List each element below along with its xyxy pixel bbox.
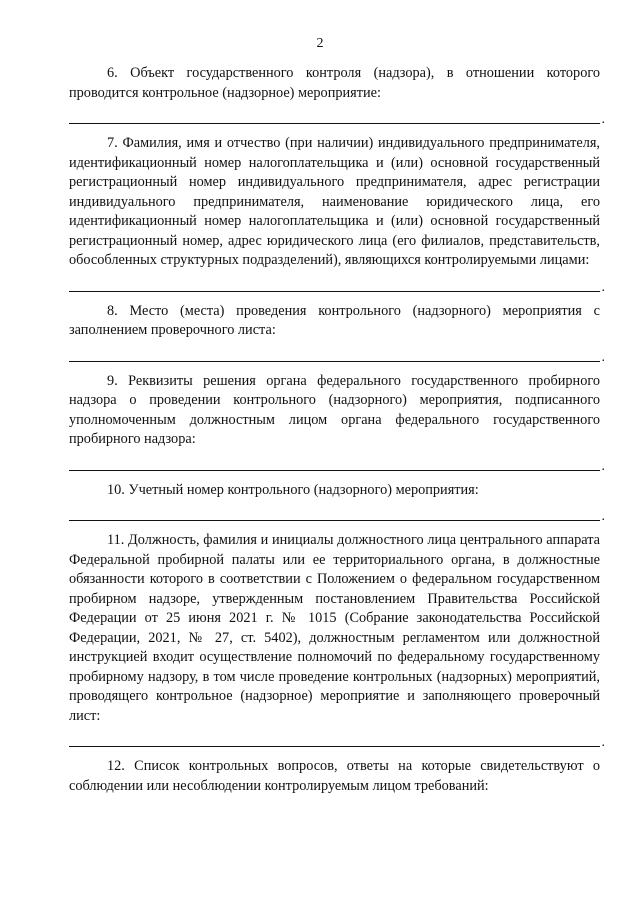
section-6-fill-line [69, 109, 605, 127]
section-12-text: 12. Список контрольных вопросов, ответы на которые свидетельствуют о соблюдении или несоблюдении контролируемым лицом требований: [69, 758, 600, 794]
section-11-fill-line [69, 732, 605, 750]
section-9-fill-line [69, 456, 605, 474]
section-10-fill-line [69, 506, 605, 524]
section-11-text: 11. Должность, фамилия и инициалы должностного лица центрального аппарата Федеральной пробирной палаты или ее территориального органа, в должностные обязанности которого в соответствии с Положением о федеральном государственном пробирном надзоре, утвержденным постановлением Правительства Российской Федерации от 25 июня 2021 г. № 1015 (Собрание законодательства Российской Федерации, 2021, № 27, ст. 5402), должностным регламентом или должностной инструкцией входит осуществление полномочий по федеральному государственному пробирному надзору, в том числе проведение контрольных (надзорных) мероприятий, проводящего контрольное (надзорное) мероприятие и заполняющего проверочный лист: [69, 532, 600, 724]
fill-line-end: . [601, 458, 605, 474]
section-8-text: 8. Место (места) проведения контрольного (надзорного) мероприятия с заполнением проверочного листа: [69, 302, 600, 338]
section-7-fill-line [69, 277, 605, 295]
section-9-text: 9. Реквизиты решения органа федерального государственного пробирного надзора о проведении контрольного (надзорного) мероприятия, подписанного уполномоченным должностным лицом органа федерального государственного пробирного надзора: [69, 372, 600, 447]
section-8-fill-line [69, 347, 605, 365]
fill-line-end: . [601, 735, 605, 750]
section-10-text: 10. Учетный номер контрольного (надзорного) мероприятия: [107, 481, 479, 498]
section-7-text: 7. Фамилия, имя и отчество (при наличии) индивидуального предпринимателя, идентификационный номер налогоплательщика и (или) основной государственный регистрационный номер индивидуального предпринимателя, адрес регистрации индивидуального предпринимателя, наименование юридического лица, его идентификационный номер налогоплательщика и (или) основной государственный регистрационный номер, адрес юридического лица (его филиалов, представительств, обособленных структурных подразделений), являющихся контролируемыми лицами: [69, 135, 600, 268]
fill-line-end: . [601, 509, 605, 524]
section-6-text: 6. Объект государственного контроля (надзора), в отношении которого проводится контрольное (надзорное) мероприятие: [69, 65, 600, 101]
document-body [69, 64, 605, 796]
fill-line-end: . [601, 112, 605, 127]
page-number: 2 [316, 36, 324, 51]
fill-line-end: . [601, 279, 605, 295]
fill-line-end: . [601, 349, 605, 365]
